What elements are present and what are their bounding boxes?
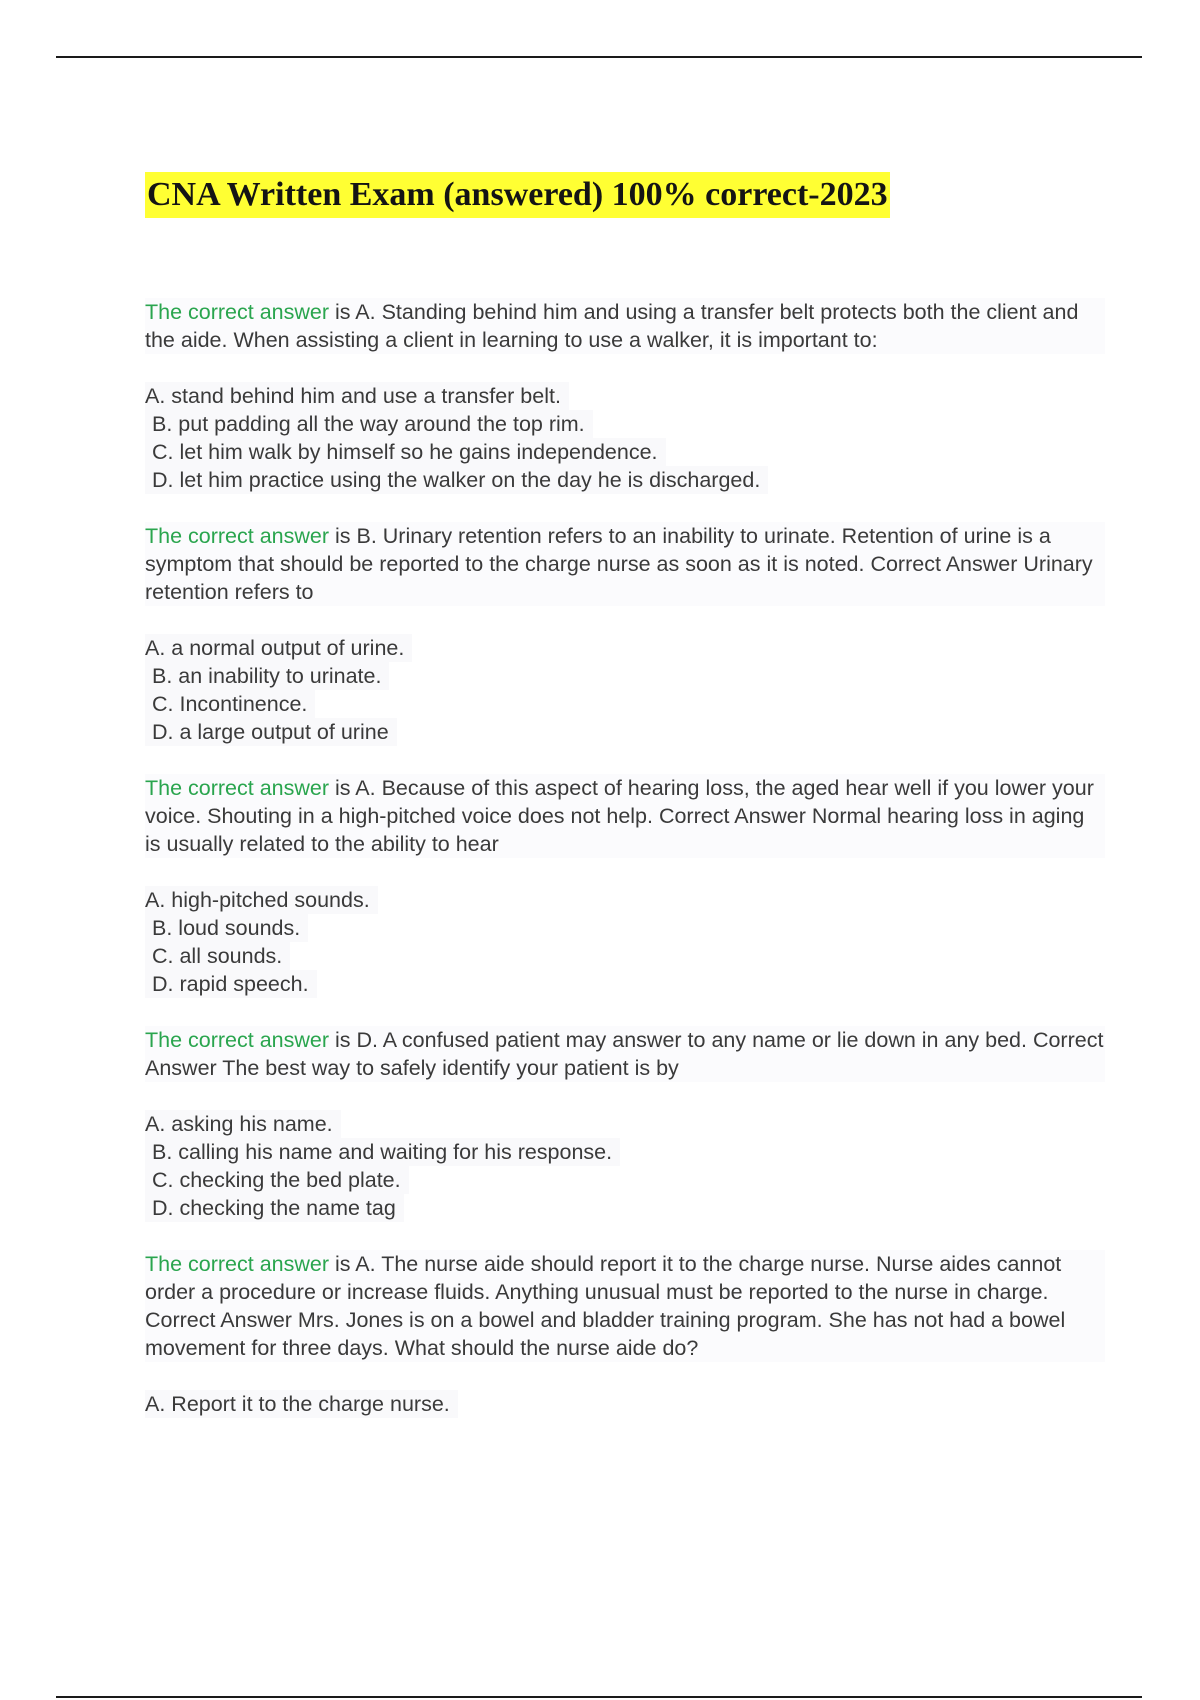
option-item: A. stand behind him and use a transfer belt. [145,382,569,410]
answer-explanation [145,298,1105,354]
option-list [145,382,1105,494]
correct-answer-label: The correct answer [145,524,330,548]
option-list [145,1390,1105,1418]
option-item: C. checking the bed plate. [145,1166,409,1194]
option-item: C. let him walk by himself so he gains independence. [145,438,666,466]
option-list [145,886,1105,998]
answer-explanation [145,1026,1105,1082]
correct-answer-label: The correct answer [145,1252,330,1276]
option-item: B. calling his name and waiting for his response. [145,1138,620,1166]
option-item: D. rapid speech. [145,970,317,998]
footer-rule [56,1696,1142,1698]
question-block [145,774,1105,998]
document-title: CNA Written Exam (answered) 100% correct-2023 [145,172,890,218]
explanation-text: is A. Standing behind him and using a transfer belt protects both the client and the aide. When assisting a client in learning to use a walker, it is important to: [145,300,1079,352]
option-item: B. loud sounds. [145,914,308,942]
explanation-text: is A. The nurse aide should report it to the charge nurse. Nurse aides cannot order a procedure or increase fluids. Anything unusual must be reported to the nurse in charge. Correct Answer Mrs. Jones is on a bowel and bladder training program. She has not had a bowel movement for three days. What should the nurse aide do? [145,1252,1066,1360]
explanation-text: is B. Urinary retention refers to an inability to urinate. Retention of urine is a symptom that should be reported to the charge nurse as soon as it is noted. Correct Answer Urinary retention refers to [145,524,1093,604]
option-item: D. checking the name tag [145,1194,404,1222]
option-item: A. asking his name. [145,1110,341,1138]
document-body [145,298,1105,1446]
answer-explanation [145,1250,1105,1362]
question-block [145,522,1105,746]
option-item: A. a normal output of urine. [145,634,412,662]
option-item: B. an inability to urinate. [145,662,389,690]
question-block [145,1250,1105,1418]
answer-explanation [145,522,1105,606]
correct-answer-label: The correct answer [145,300,330,324]
header-rule [56,56,1142,58]
question-block [145,298,1105,494]
option-item: B. put padding all the way around the top rim. [145,410,593,438]
title-container [145,172,890,218]
explanation-text: is D. A confused patient may answer to any name or lie down in any bed. Correct Answer The best way to safely identify your patient is by [145,1028,1104,1080]
explanation-text: is A. Because of this aspect of hearing loss, the aged hear well if you lower your voice. Shouting in a high-pitched voice does not help. Correct Answer Normal hearing loss in aging is usually related to the ability to hear [145,776,1094,856]
option-item: A. high-pitched sounds. [145,886,378,914]
question-block [145,1026,1105,1222]
option-item: C. all sounds. [145,942,290,970]
option-item: C. Incontinence. [145,690,315,718]
option-item: D. a large output of urine [145,718,397,746]
option-item: D. let him practice using the walker on the day he is discharged. [145,466,768,494]
option-item: A. Report it to the charge nurse. [145,1390,458,1418]
correct-answer-label: The correct answer [145,776,330,800]
option-list [145,1110,1105,1222]
option-list [145,634,1105,746]
answer-explanation [145,774,1105,858]
correct-answer-label: The correct answer [145,1028,330,1052]
